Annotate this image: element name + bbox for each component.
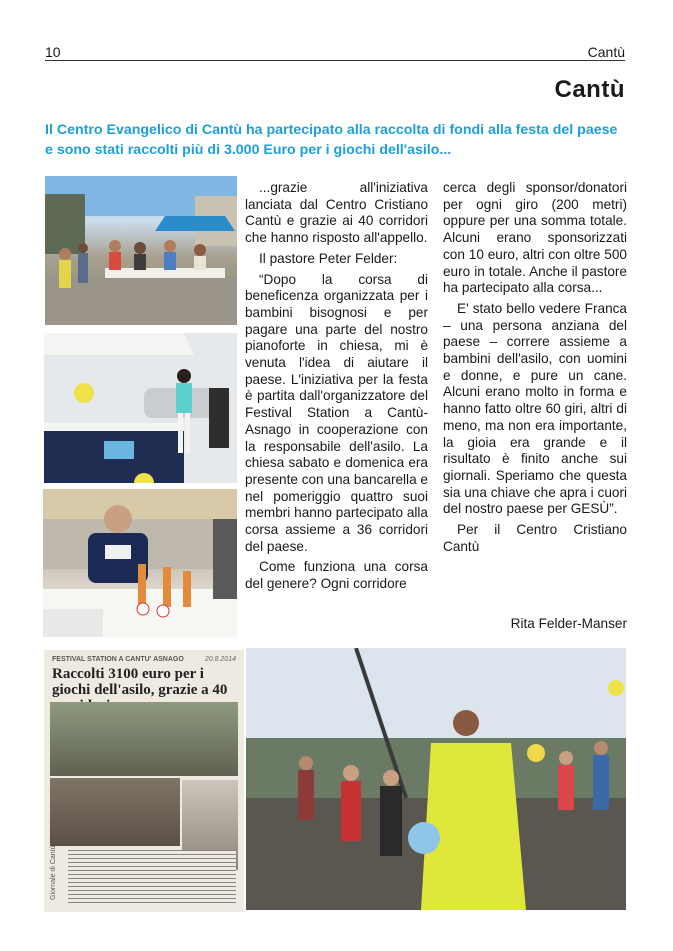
clipping-headline: Raccolti 3100 euro per i giochi dell'asilo, grazie a 40 [52, 666, 228, 698]
article-signature: Rita Felder-Manser [510, 616, 627, 631]
photo-pastor-registration [43, 489, 237, 637]
article-column-1 [245, 180, 428, 593]
page-title: Cantù [554, 76, 625, 103]
clipping-photo-group [50, 702, 238, 776]
header-page-number: 10 [45, 44, 61, 60]
article-paragraph: ...grazie all'iniziativa lanciata dal Centro Cristiano Cantù e grazie ai 40 corridori che hanno risposto all'appello. [245, 180, 428, 246]
article-column-2 [443, 180, 627, 555]
article-subtitle: Il Centro Evangelico di Cantù ha partecipato alla raccolta di fondi alla festa del paese e sono stati raccolti più di 3.000 Euro per i giochi dell'asilo... [45, 122, 618, 158]
article-paragraph: “Dopo la corsa di beneficenza organizzata per i bambini bisognosi e per pagare una parte del nostro pianoforte in chiesa, mi è venuta l'idea di aiutare il paese. L'iniziativa per la festa è partita dall'organizzatore del Festival Station a Cantù-Asnago in cooperazione con la responsabile dell'asilo. La chiesa sabato e domenica era presente con una bancarella e nel pomeriggio quattro suoi membri hanno partecipato alla corsa assieme a 36 corridori del paese. [245, 271, 428, 554]
header-rule [45, 60, 625, 61]
article-paragraph: Come funziona una corsa del genere? Ogni corridore [245, 559, 428, 592]
newspaper-clipping [44, 650, 244, 912]
clipping-body-text [68, 850, 236, 904]
photo-festival-street [45, 176, 237, 325]
photo-runners [246, 648, 626, 910]
clipping-photo-runners [50, 778, 180, 846]
clipping-handwritten-source: Giornale di Cantù [50, 845, 57, 900]
article-paragraph: E' stato bello vedere Franca – una persona anziana del paese – correre assieme a bambini dell'asilo, con uomini e donne, e pure un cane. Alcuni erano molto in forma e hanno fatto oltre 60 giri, altri di meno, ma non era importante, la gioia era grande e il risultato è finito anche sui giornali. Speriamo che questa sia una chiave che apra i cuori del nostro paese per GESÙ”. [443, 300, 627, 517]
header-section-name: Cantù [587, 44, 625, 60]
photo-church-stand [44, 333, 237, 483]
article-paragraph: cerca degli sponsor/donatori per ogni giro (200 metri) oppure per una somma totale. Alcuni erano sponsorizzati con 10 euro, altri con oltre 500 euro in totale. Anche il pastore ha partecipato alla corsa... [443, 180, 627, 296]
article-paragraph: Per il Centro Cristiano Cantù [443, 522, 627, 554]
clipping-section-tag: FESTIVAL STATION A CANTU' ASNAGO [52, 656, 184, 663]
article-paragraph: Il pastore Peter Felder: [259, 250, 398, 266]
clipping-handwritten-date: 20.8.2014 [204, 656, 236, 663]
